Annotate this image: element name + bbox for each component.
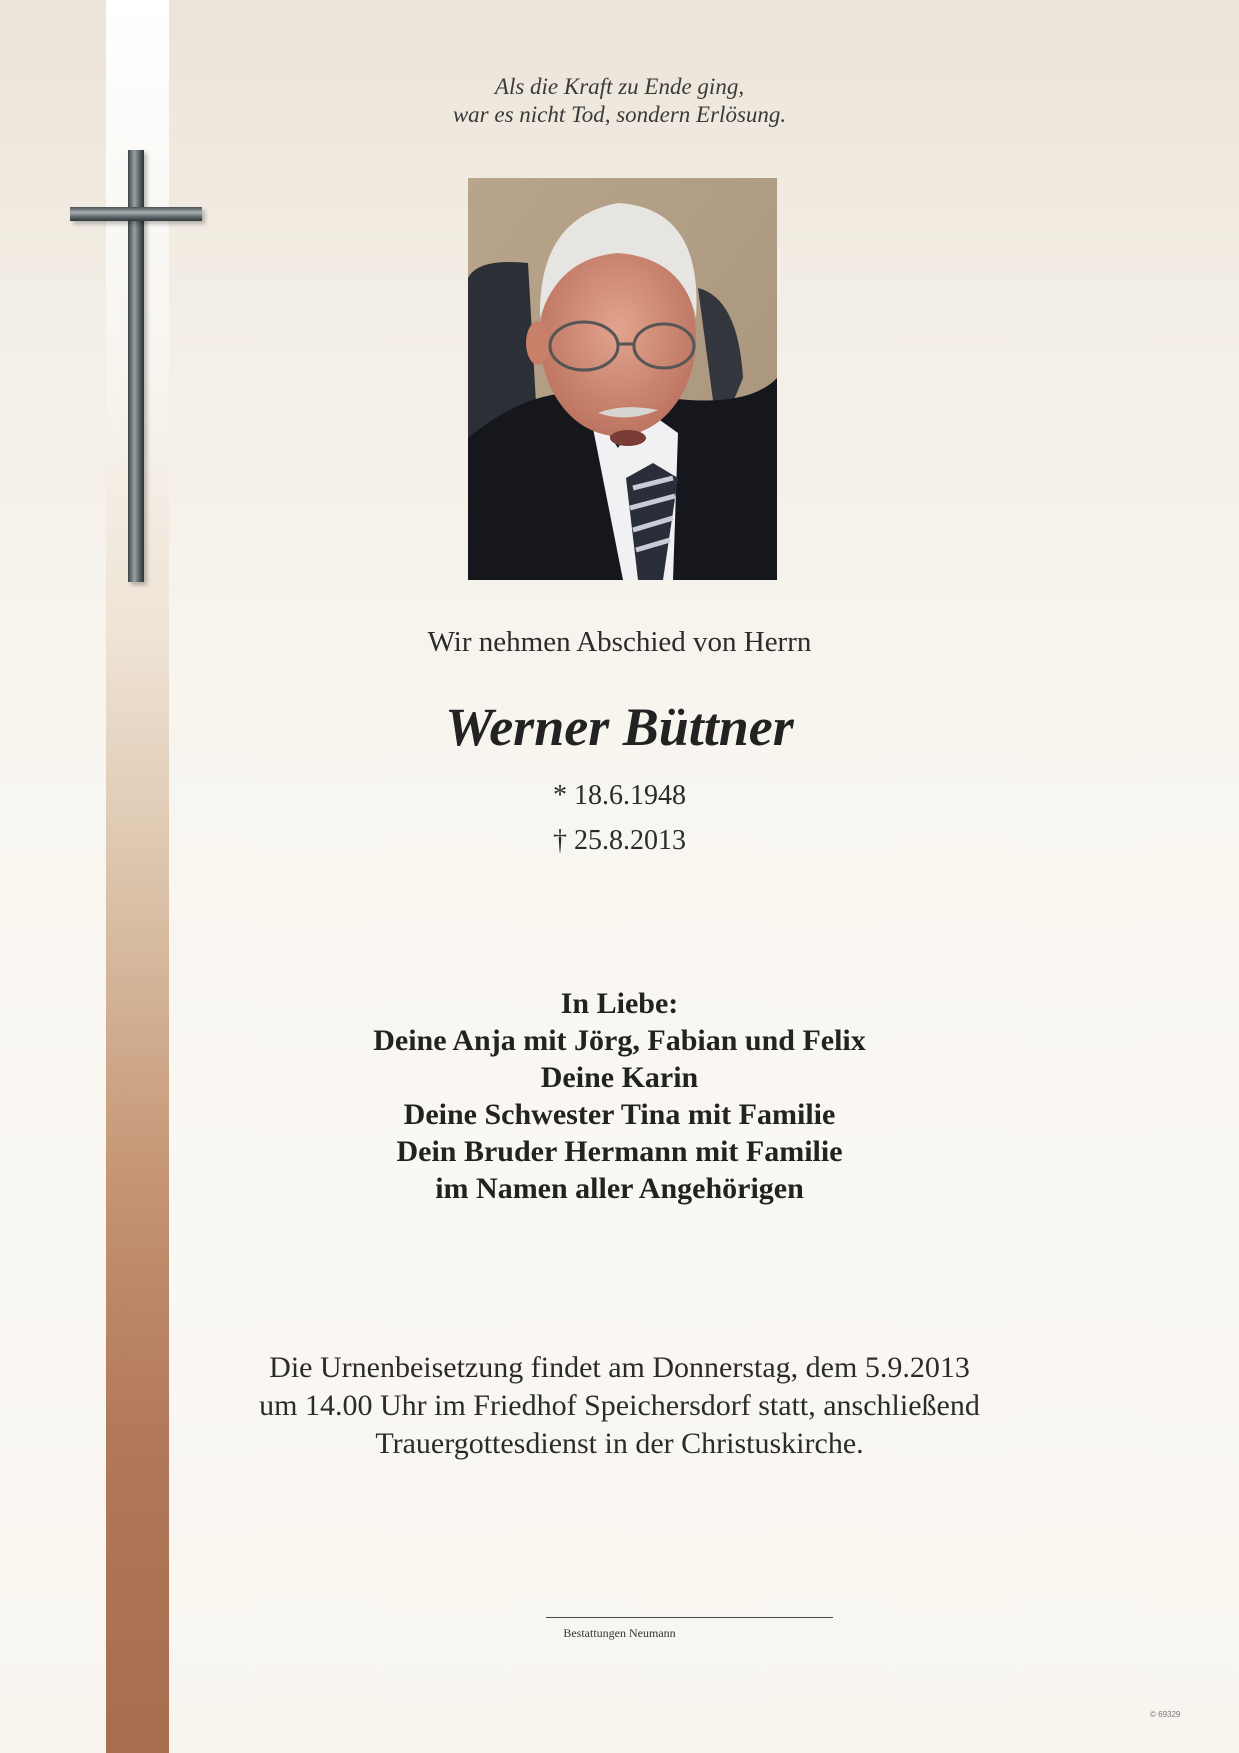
corner-mark: © 69329 bbox=[1150, 1710, 1181, 1719]
motto-line-2: war es nicht Tod, sondern Erlösung. bbox=[452, 102, 787, 127]
undertaker-name: Bestattungen Neumann bbox=[563, 1626, 676, 1640]
motto-line-1: Als die Kraft zu Ende ging, bbox=[494, 74, 745, 99]
funeral-line: um 14.00 Uhr im Friedhof Speichersdorf statt, anschließend bbox=[259, 1389, 980, 1422]
mourner-line: Deine Anja mit Jörg, Fabian und Felix bbox=[373, 1024, 866, 1057]
mourner-line: im Namen aller Angehörigen bbox=[435, 1172, 804, 1205]
portrait-photo bbox=[468, 178, 777, 580]
cross-icon bbox=[70, 150, 202, 582]
mourners-heading: In Liebe: bbox=[560, 987, 679, 1020]
funeral-line: Die Urnenbeisetzung findet am Donnerstag, dem 5.9.2013 bbox=[269, 1351, 970, 1384]
farewell-intro: Wir nehmen Abschied von Herrn bbox=[427, 626, 812, 658]
death-date: † 25.8.2013 bbox=[553, 825, 686, 856]
mourner-line: Deine Karin bbox=[540, 1061, 699, 1094]
birth-date: * 18.6.1948 bbox=[553, 780, 686, 811]
funeral-notice bbox=[0, 1349, 1239, 1463]
funeral-line: Trauergottesdienst in der Christuskirche. bbox=[375, 1427, 864, 1460]
deceased-name: Werner Büttner bbox=[445, 697, 794, 757]
motto-quote bbox=[0, 73, 1239, 129]
mourners-list bbox=[0, 985, 1239, 1207]
mourner-line: Dein Bruder Hermann mit Familie bbox=[396, 1135, 843, 1168]
signature-rule bbox=[546, 1617, 833, 1618]
mourner-line: Deine Schwester Tina mit Familie bbox=[403, 1098, 836, 1131]
